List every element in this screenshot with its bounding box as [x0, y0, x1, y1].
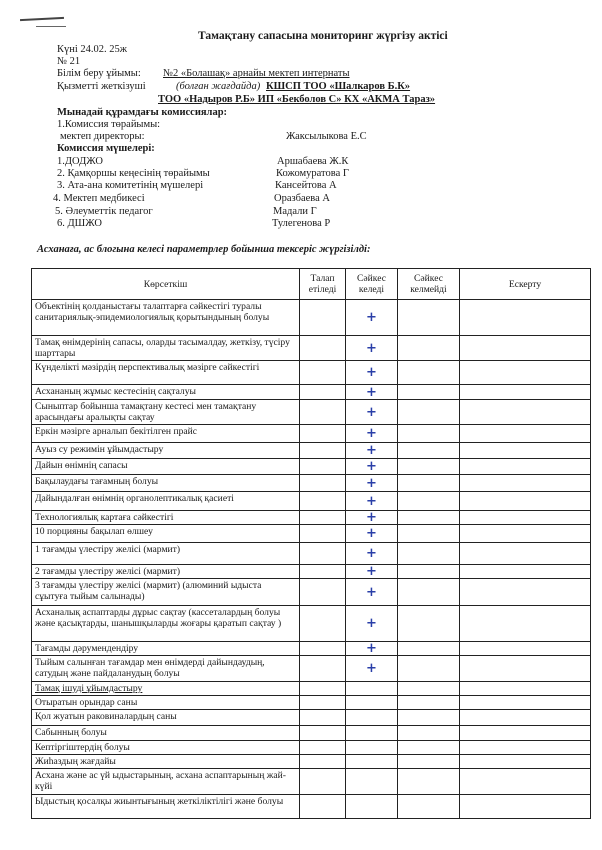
- compliant-cell: +: [346, 565, 398, 579]
- org-value: №2 «Болашақ» арнайы мектеп интернаты: [163, 68, 350, 79]
- table-row: [32, 443, 591, 459]
- noncompliant-cell: [398, 425, 460, 443]
- note-cell: [460, 400, 591, 425]
- table-row: [32, 606, 591, 642]
- note-cell: [460, 361, 591, 385]
- note-cell: [460, 425, 591, 443]
- table-row: [32, 385, 591, 400]
- compliant-cell: [346, 769, 398, 795]
- chair-label: 1.Комиссия төрайымы:: [57, 119, 161, 130]
- indicator-cell: Объектінің қолданыстағы талаптарға сәйкестігі туралы санитариялық-эпидемиологиялық қорытындының болуы: [32, 300, 300, 336]
- table-section-row: [32, 682, 591, 696]
- indicator-cell: Сабынның болуы: [32, 726, 300, 741]
- column-header: Сәйкес келеді: [346, 269, 398, 300]
- noncompliant-cell: [398, 400, 460, 425]
- compliant-cell: [346, 696, 398, 710]
- member-role: 5. Әлеуметтік педагог: [55, 206, 153, 217]
- required-cell: [300, 682, 346, 696]
- indicator-cell: Тағамды дәрумендендіру: [32, 642, 300, 656]
- required-cell: [300, 769, 346, 795]
- note-cell: [460, 769, 591, 795]
- required-cell: [300, 579, 346, 606]
- indicator-cell: Технологиялық картаға сәйкестігі: [32, 511, 300, 525]
- noncompliant-cell: [398, 385, 460, 400]
- noncompliant-cell: [398, 459, 460, 475]
- required-cell: [300, 656, 346, 682]
- noncompliant-cell: [398, 682, 460, 696]
- indicator-cell: Асхана және ас үй ыдыстарының, асхана аспаптарының жай-күйі: [32, 769, 300, 795]
- table-row: [32, 492, 591, 511]
- noncompliant-cell: [398, 475, 460, 492]
- indicator-cell: 3 тағамды үлестіру желісі (мармит) (алюминий ыдыста сұытуға тыйым салынады): [32, 579, 300, 606]
- column-header: Сәйкес келмейді: [398, 269, 460, 300]
- note-cell: [460, 710, 591, 726]
- chair-name: Жаксылыкова Е.С: [286, 131, 367, 142]
- note-cell: [460, 443, 591, 459]
- noncompliant-cell: [398, 511, 460, 525]
- noncompliant-cell: [398, 696, 460, 710]
- noncompliant-cell: [398, 336, 460, 361]
- compliant-cell: +: [346, 492, 398, 511]
- indicator-cell: Қол жуатын раковиналардың саны: [32, 710, 300, 726]
- noncompliant-cell: [398, 656, 460, 682]
- compliant-cell: +: [346, 425, 398, 443]
- compliant-cell: +: [346, 400, 398, 425]
- required-cell: [300, 361, 346, 385]
- table-row: [32, 769, 591, 795]
- member-role: 4. Мектеп медбикесі: [53, 193, 145, 204]
- provider-line2: ТОО «Надыров Р.Б» ИП «Бекболов С» КХ «АКМА Тараз»: [158, 94, 436, 105]
- table-row: [32, 755, 591, 769]
- member-role: 3. Ата-ана комитетінің мүшелері: [57, 180, 204, 191]
- member-name: Аршабаева Ж.К: [277, 156, 349, 167]
- table-row: [32, 300, 591, 336]
- document-title: Тамақтану сапасына мониторинг жүргізу актісі: [198, 30, 448, 42]
- compliant-cell: +: [346, 642, 398, 656]
- commission-heading: Мынадай құрамдағы комиссиялар:: [57, 107, 228, 118]
- member-role: 6. ДШЖО: [57, 218, 102, 229]
- table-row: [32, 425, 591, 443]
- member-name: Оразбаева А: [274, 193, 330, 204]
- indicator-cell: Асхананың жұмыс кестесінің сақталуы: [32, 385, 300, 400]
- indicator-cell: 2 тағамды үлестіру желісі (мармит): [32, 565, 300, 579]
- table-row: [32, 511, 591, 525]
- required-cell: [300, 795, 346, 819]
- member-name: Тулегенова Р: [272, 218, 331, 229]
- inspection-intro: Асханаға, ас блогына келесі параметрлер бойынша тексеріс жүргізілді:: [37, 244, 371, 255]
- required-cell: [300, 511, 346, 525]
- note-cell: [460, 475, 591, 492]
- required-cell: [300, 755, 346, 769]
- compliant-cell: [346, 741, 398, 755]
- compliant-cell: +: [346, 579, 398, 606]
- noncompliant-cell: [398, 710, 460, 726]
- compliant-cell: [346, 726, 398, 741]
- note-cell: [460, 726, 591, 741]
- compliant-cell: +: [346, 606, 398, 642]
- required-cell: [300, 726, 346, 741]
- indicator-cell: Отыратын орындар саны: [32, 696, 300, 710]
- member-role: 2. Қамқоршы кеңесінің төрайымы: [57, 168, 210, 179]
- note-cell: [460, 696, 591, 710]
- note-cell: [460, 385, 591, 400]
- noncompliant-cell: [398, 606, 460, 642]
- compliant-cell: +: [346, 459, 398, 475]
- table-row: [32, 361, 591, 385]
- noncompliant-cell: [398, 726, 460, 741]
- members-heading: Комиссия мүшелері:: [57, 143, 155, 154]
- noncompliant-cell: [398, 741, 460, 755]
- compliant-cell: +: [346, 511, 398, 525]
- table-row: [32, 656, 591, 682]
- noncompliant-cell: [398, 579, 460, 606]
- note-cell: [460, 682, 591, 696]
- compliant-cell: +: [346, 656, 398, 682]
- column-header: Көрсеткіш: [32, 269, 300, 300]
- member-role: 1.ДОДЖО: [57, 156, 103, 167]
- noncompliant-cell: [398, 300, 460, 336]
- note-cell: [460, 543, 591, 565]
- required-cell: [300, 525, 346, 543]
- note-cell: [460, 579, 591, 606]
- required-cell: [300, 543, 346, 565]
- note-cell: [460, 459, 591, 475]
- noncompliant-cell: [398, 795, 460, 819]
- table-row: [32, 726, 591, 741]
- noncompliant-cell: [398, 755, 460, 769]
- note-cell: [460, 492, 591, 511]
- required-cell: [300, 400, 346, 425]
- org-label: Білім беру ұйымы:: [57, 68, 141, 79]
- compliant-cell: [346, 682, 398, 696]
- required-cell: [300, 696, 346, 710]
- indicator-cell: Сыныптар бойынша тамақтану кестесі мен тамақтану арасындағы аралықты сақтау: [32, 400, 300, 425]
- indicator-cell: Тамақ өнімдерінің сапасы, оларды тасымалдау, жеткізу, түсіру шарттары: [32, 336, 300, 361]
- pen-stroke: [36, 26, 66, 27]
- table-row: [32, 525, 591, 543]
- noncompliant-cell: [398, 565, 460, 579]
- table-row: [32, 400, 591, 425]
- compliant-cell: +: [346, 525, 398, 543]
- table-row: [32, 579, 591, 606]
- compliant-cell: [346, 710, 398, 726]
- required-cell: [300, 606, 346, 642]
- required-cell: [300, 336, 346, 361]
- column-header: Талап етіледі: [300, 269, 346, 300]
- number-line: № 21: [57, 56, 81, 67]
- chair-role: мектеп директоры:: [60, 131, 145, 142]
- indicator-cell: Ыдыстың қосалқы жиынтығының жеткіліктілігі және болуы: [32, 795, 300, 819]
- table-row: [32, 565, 591, 579]
- note-cell: [460, 755, 591, 769]
- inspection-table: [31, 268, 591, 819]
- noncompliant-cell: [398, 525, 460, 543]
- noncompliant-cell: [398, 361, 460, 385]
- noncompliant-cell: [398, 443, 460, 459]
- note-cell: [460, 656, 591, 682]
- indicator-cell: 10 порцияны бақылап өлшеу: [32, 525, 300, 543]
- date-line: Күні 24.02. 25ж: [57, 44, 128, 55]
- indicator-cell: Тыйым салынған тағамдар мен өнімдерді дайындаудың, сатудың және пайдаланудың болуы: [32, 656, 300, 682]
- required-cell: [300, 475, 346, 492]
- noncompliant-cell: [398, 769, 460, 795]
- required-cell: [300, 459, 346, 475]
- required-cell: [300, 492, 346, 511]
- indicator-cell: Жиһаздың жағдайы: [32, 755, 300, 769]
- required-cell: [300, 642, 346, 656]
- note-cell: [460, 565, 591, 579]
- indicator-cell: Бақылаудағы тағамның болуы: [32, 475, 300, 492]
- member-name: Кожомуратова Г: [276, 168, 349, 179]
- table-row: [32, 795, 591, 819]
- indicator-cell: Күнделікті мәзірдің перспективалық мәзірге сәйкестігі: [32, 361, 300, 385]
- noncompliant-cell: [398, 642, 460, 656]
- column-header: Ескерту: [460, 269, 591, 300]
- compliant-cell: +: [346, 475, 398, 492]
- noncompliant-cell: [398, 543, 460, 565]
- compliant-cell: +: [346, 300, 398, 336]
- table-row: [32, 475, 591, 492]
- required-cell: [300, 425, 346, 443]
- indicator-cell: Тамақ ішуді ұйымдастыру: [32, 682, 300, 696]
- table-row: [32, 543, 591, 565]
- indicator-cell: Ауыз су режимін ұйымдастыру: [32, 443, 300, 459]
- table-row: [32, 642, 591, 656]
- note-cell: [460, 525, 591, 543]
- indicator-cell: Дайындалған өнімнің органолептикалық қасиеті: [32, 492, 300, 511]
- indicator-cell: Асханалық аспаптарды дұрыс сақтау (кассеталардың болуы және қасықтарды, шанышқыларды жоғары қаратып сақтау ): [32, 606, 300, 642]
- table-row: [32, 741, 591, 755]
- required-cell: [300, 385, 346, 400]
- required-cell: [300, 565, 346, 579]
- table-header-row: [32, 269, 591, 300]
- indicator-cell: Дайын өнімнің сапасы: [32, 459, 300, 475]
- compliant-cell: [346, 755, 398, 769]
- noncompliant-cell: [398, 492, 460, 511]
- note-cell: [460, 336, 591, 361]
- compliant-cell: +: [346, 385, 398, 400]
- note-cell: [460, 300, 591, 336]
- member-name: Кансейтова А: [275, 180, 337, 191]
- table-row: [32, 336, 591, 361]
- compliant-cell: +: [346, 336, 398, 361]
- note-cell: [460, 511, 591, 525]
- table-row: [32, 710, 591, 726]
- compliant-cell: +: [346, 361, 398, 385]
- pen-stroke: [20, 17, 64, 21]
- note-cell: [460, 642, 591, 656]
- required-cell: [300, 741, 346, 755]
- indicator-cell: Еркін мәзірге арналып бекітілген прайс: [32, 425, 300, 443]
- table-row: [32, 696, 591, 710]
- indicator-cell: Кептіргіштердің болуы: [32, 741, 300, 755]
- required-cell: [300, 443, 346, 459]
- required-cell: [300, 710, 346, 726]
- compliant-cell: [346, 795, 398, 819]
- compliant-cell: +: [346, 443, 398, 459]
- note-cell: [460, 741, 591, 755]
- note-cell: [460, 795, 591, 819]
- member-name: Мадали Г: [273, 206, 317, 217]
- provider-line1: КШСП ТОО «Шалкаров Б.К»: [266, 81, 411, 92]
- indicator-cell: 1 тағамды үлестіру желісі (мармит): [32, 543, 300, 565]
- table-row: [32, 459, 591, 475]
- required-cell: [300, 300, 346, 336]
- provider-note: (болған жағдайда): [176, 81, 261, 92]
- provider-label: Қызметті жеткізуші: [57, 81, 146, 92]
- compliant-cell: +: [346, 543, 398, 565]
- note-cell: [460, 606, 591, 642]
